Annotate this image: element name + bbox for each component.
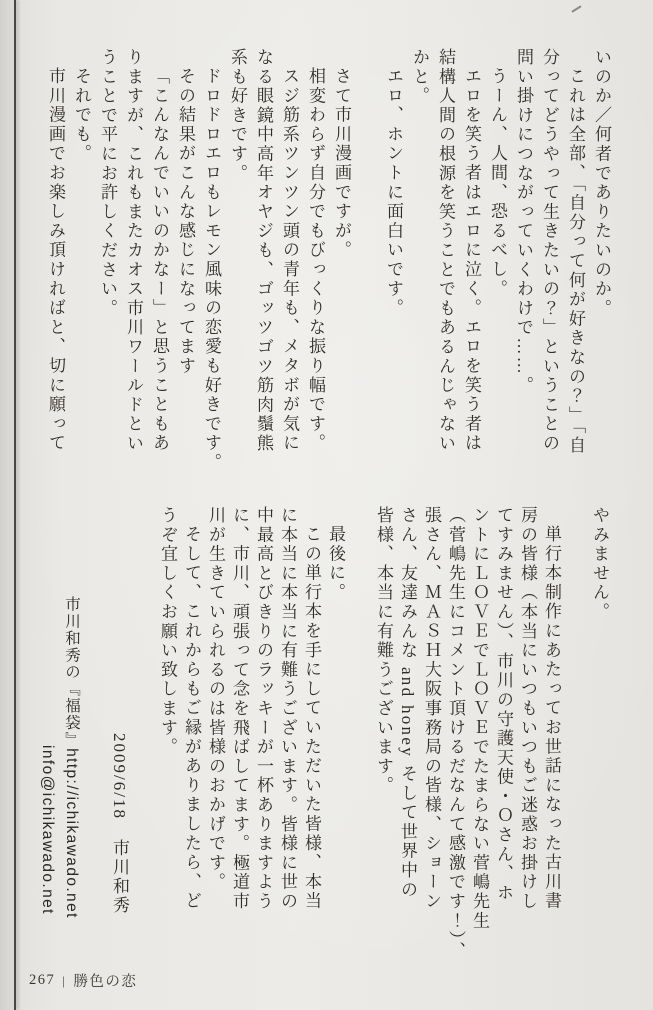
text-column: これは全部、「自分って何が好きなの？」「自 xyxy=(566,67,585,456)
website-column: 市川和秀の『福袋』http://ichikawado.net xyxy=(63,596,80,919)
text-column: さて市川漫画ですが。 xyxy=(332,67,351,261)
text-column: エロを笑う者はエロに泣く。エロを笑う者は xyxy=(462,67,481,454)
blank-column xyxy=(131,506,155,972)
text-column: 系も好きです。 xyxy=(228,48,247,184)
text-column: うーん、人間、恐るべし。 xyxy=(488,67,507,299)
text-column: 単行本制作にあたってお世話になった古川書 xyxy=(542,525,561,912)
text-column: うことで平にお許しください。 xyxy=(98,48,117,319)
text-column: てすみません）、市川の守護天使・Ｏさん、ホ xyxy=(494,506,513,903)
text-column: 市川漫画でお楽しみ頂ければと、切に願って xyxy=(46,67,65,454)
text-column: 問い掛けにつながっていくわけで……。 xyxy=(514,48,533,396)
text-column: スジ筋系ツンツン頭の青年も、メタボが気に xyxy=(280,67,299,454)
page-footer xyxy=(29,970,137,991)
blank-column xyxy=(354,48,380,476)
text-column: かと。 xyxy=(410,48,429,106)
text-column: この単行本を手にしていただいた皆様、本当 xyxy=(302,525,321,912)
text-column: 最後に。 xyxy=(326,525,345,603)
text-column: 皆様、本当に有難うございます。 xyxy=(374,506,393,796)
text-column: 分ってどうやって生きたいの？」ということの xyxy=(540,48,559,454)
text-column: そして、これからもご縁がありましたら、ど xyxy=(182,525,201,912)
text-column: （菅嶋先生にコメント頂けるだなんて感激です！）、 xyxy=(446,506,465,961)
text-column: さん、友達みんな and honey そして世界中の xyxy=(398,506,417,900)
text-column: なる眼鏡中高年オヤジも、ゴッツゴツ筋肉鬚熊 xyxy=(254,48,273,454)
text-column: いのか／何者でありたいのか。 xyxy=(592,48,611,319)
blank-column xyxy=(347,506,371,972)
text-column: うぞ宜しくお願い致します。 xyxy=(158,506,177,757)
page-number: 267 xyxy=(29,972,56,988)
email-column: info@ichikawado.net xyxy=(39,745,56,915)
date-signature-column: 2009/6/18 市川和秀 xyxy=(110,733,129,915)
text-column: りますが、これもまたカオス市川ワールドとい xyxy=(124,48,143,454)
text-column: その結果がこんな感じになってます xyxy=(176,67,195,377)
page-edge-line xyxy=(14,0,16,1010)
afterword-top-block xyxy=(42,48,614,476)
text-column: やみません。 xyxy=(590,506,609,622)
footer-separator: | xyxy=(62,972,67,988)
text-column: 房の皆様（本当にいつもいつもご迷惑お掛けし xyxy=(518,506,537,912)
text-column: 中最高とびきりのラッキーが一杯ありますよう xyxy=(254,506,273,912)
blank-column xyxy=(83,506,107,972)
text-column: 相変わらず自分でもびっくりな振り幅です。 xyxy=(306,67,325,454)
text-column: 張さん、ＭＡＳＨ大阪事務局の皆様、ショーン xyxy=(422,506,441,912)
text-column: それでも。 xyxy=(72,67,91,164)
scan-artifact-mark xyxy=(571,5,581,13)
text-column: ントにＬＯＶＥでＬＯＶＥでたまらない菅嶋先生 xyxy=(470,506,489,931)
text-column: 川が生きていられるのは皆様のおかげです。 xyxy=(206,506,225,892)
text-column: に、市川、頑張って念を飛ばしてます。極道市 xyxy=(230,506,249,912)
text-column: エロ、ホントに面白いです。 xyxy=(384,67,403,319)
afterword-bottom-block xyxy=(35,506,611,972)
text-column: に本当に本当に有難うございます。皆様に世の xyxy=(278,506,297,912)
blank-column xyxy=(563,506,587,972)
text-column: 結構人間の根源を笑うことでもあるんじゃない xyxy=(436,48,455,454)
book-title: 勝色の恋 xyxy=(73,974,138,990)
text-column: ドロドロエロもレモン風味の恋愛も好きです。 xyxy=(202,67,221,473)
text-column: 「こんなんでいいのかなー」と思うこともあ xyxy=(150,67,169,454)
